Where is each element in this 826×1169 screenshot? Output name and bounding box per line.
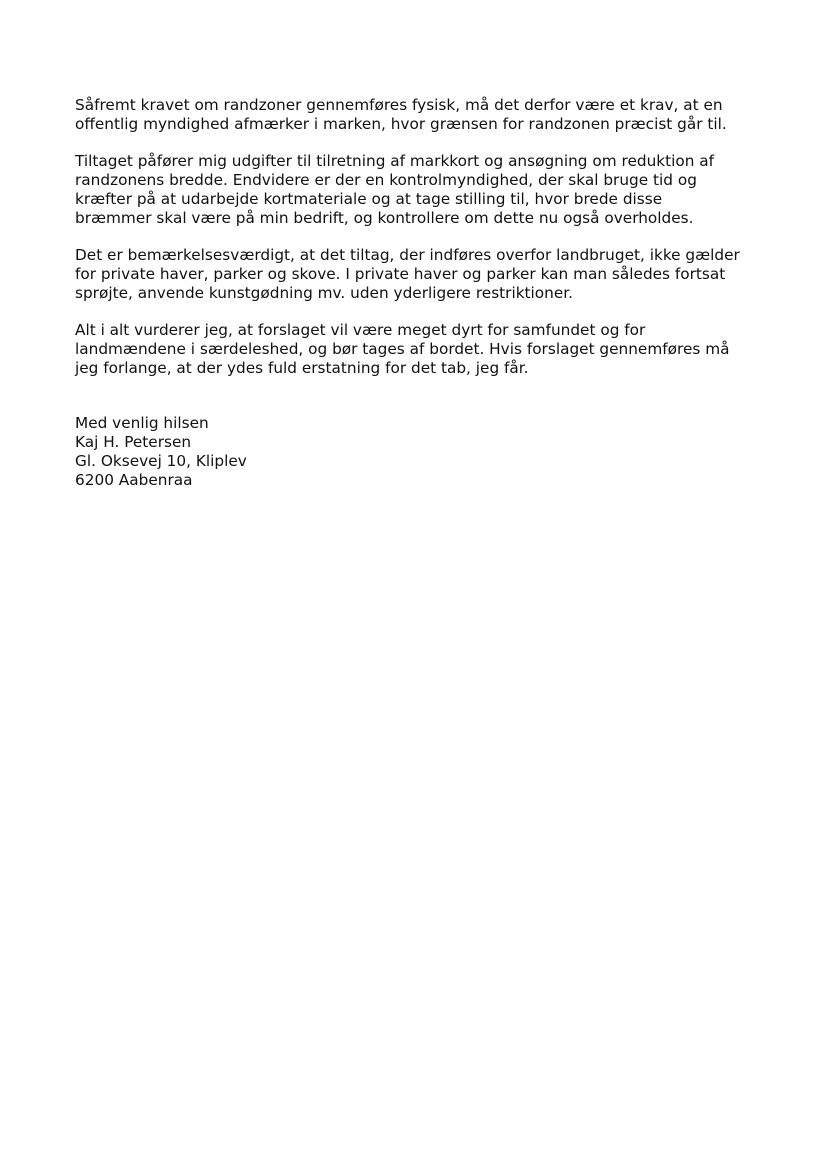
text-line: randzonens bredde. Endvidere er der en kontrolmyndighed, der skal bruge tid og bbox=[75, 171, 697, 189]
text-line: Alt i alt vurderer jeg, at forslaget vil være meget dyrt for samfundet og for bbox=[75, 321, 646, 339]
text-line: offentlig myndighed afmærker i marken, hvor grænsen for randzonen præcist går til. bbox=[75, 115, 727, 133]
text-line: jeg forlange, at der ydes fuld erstatning for det tab, jeg får. bbox=[75, 359, 529, 377]
text-line: Såfremt kravet om randzoner gennemføres fysisk, må det derfor være et krav, at en bbox=[75, 96, 723, 114]
closing-text: Med venlig hilsen bbox=[75, 414, 209, 432]
paragraph-private-gardens bbox=[75, 246, 765, 303]
paragraph-costs bbox=[75, 152, 765, 228]
text-line: sprøjte, anvende kunstgødning mv. uden yderligere restriktioner. bbox=[75, 284, 574, 302]
text-line: Det er bemærkelsesværdigt, at det tiltag, der indføres overfor landbruget, ikke gælder bbox=[75, 246, 740, 264]
letter-body bbox=[75, 96, 765, 490]
text-line: kræfter på at udarbejde kortmateriale og at tage stilling til, hvor brede disse bbox=[75, 190, 663, 208]
paragraph-conclusion bbox=[75, 321, 765, 378]
sender-address: Gl. Oksevej 10, Kliplev bbox=[75, 452, 247, 470]
text-line: bræmmer skal være på min bedrift, og kontrollere om dette nu også overholdes. bbox=[75, 209, 694, 227]
paragraph-boundary-marking bbox=[75, 96, 765, 134]
sender-name: Kaj H. Petersen bbox=[75, 433, 192, 451]
signature-block bbox=[75, 414, 765, 490]
text-line: Tiltaget påfører mig udgifter til tilretning af markkort og ansøgning om reduktion af bbox=[75, 152, 715, 170]
text-line: for private haver, parker og skove. I private haver og parker kan man således fortsat bbox=[75, 265, 726, 283]
sender-city: 6200 Aabenraa bbox=[75, 471, 193, 489]
text-line: landmændene i særdeleshed, og bør tages af bordet. Hvis forslaget gennemføres må bbox=[75, 340, 730, 358]
